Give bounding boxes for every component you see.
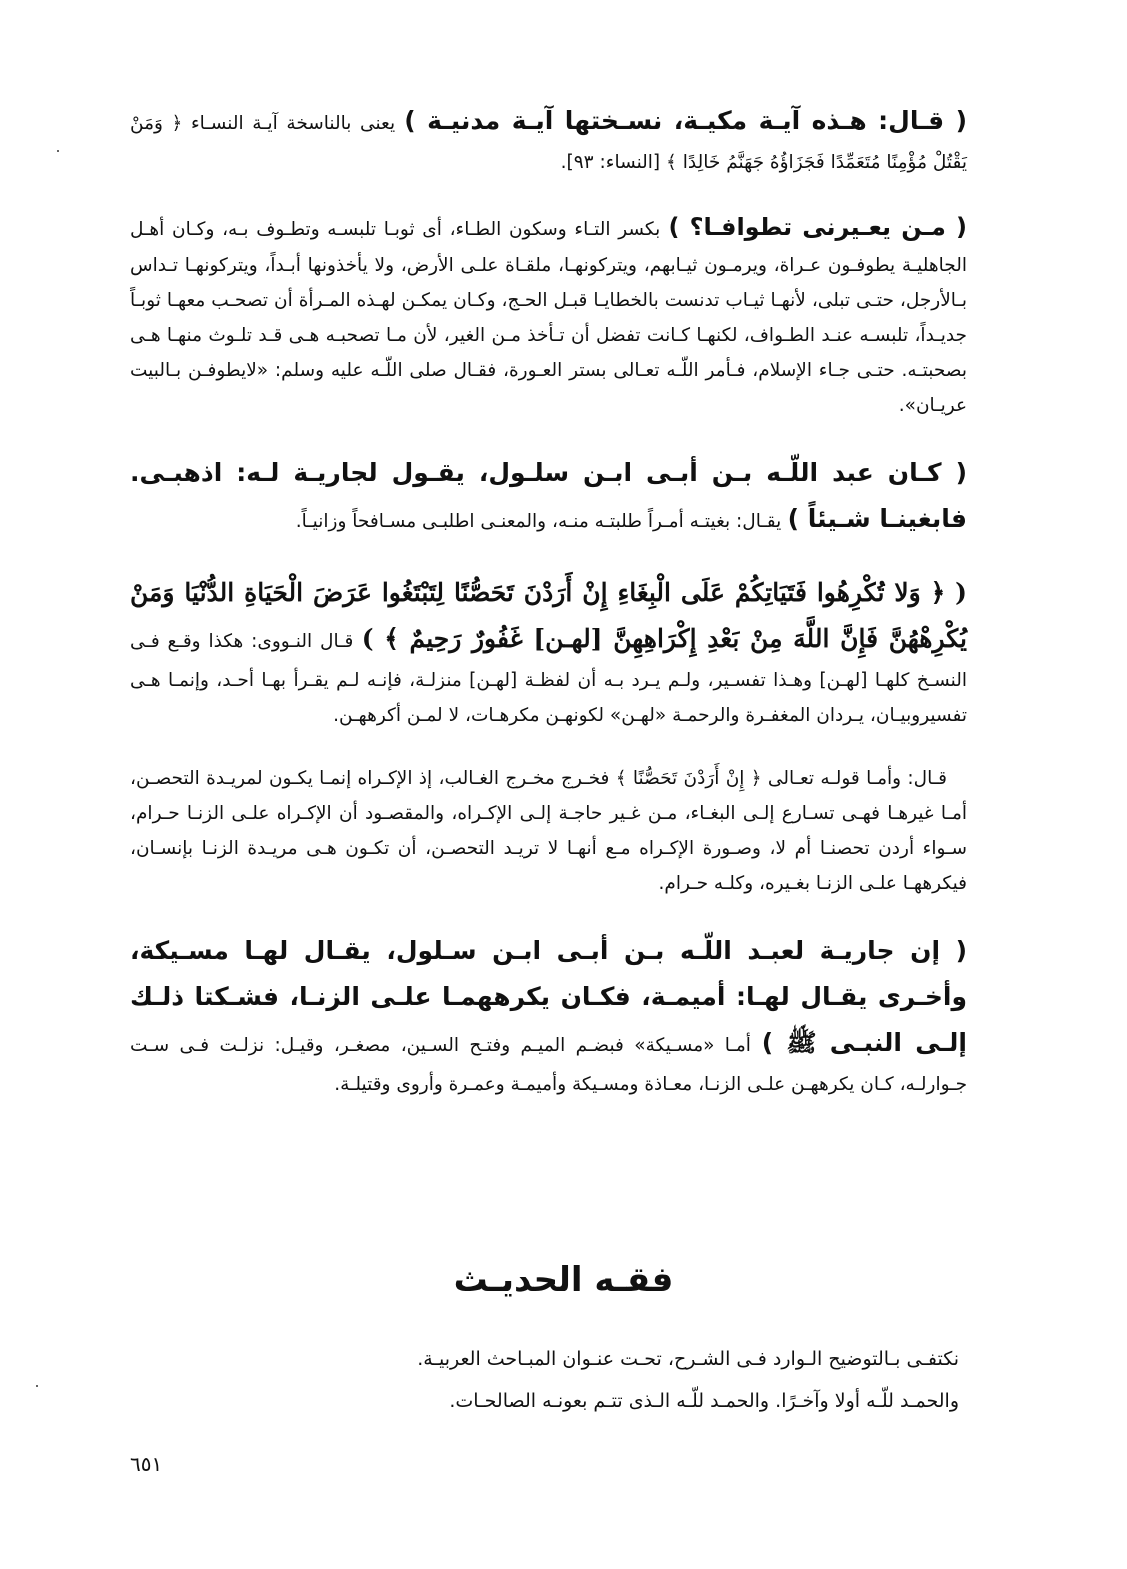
paragraph-text: قـال النـووى: هكذا وقـع فـى النسـخ كلهـا [لهـن] وهـذا تفسـير، ولـم يـرد بـه أن لفظـة [لهـن] منزلـة، فإنـه لـم يقـرأ بهـا أحـد، وإنمـا هـى تفسيروبيـان، يـردان المغفـرة والرحمـة «لهـن» لكونهـن مكرهـات، لا لمـن أكرههـن. xyxy=(130,631,967,726)
scan-speck xyxy=(36,1385,38,1387)
paragraph-text: يعنى بالناسخة آيـة النسـاء ﴿ وَمَنْ يَقْتُلْ مُؤْمِنًا مُتَعَمِّدًا فَجَزَاؤُهُ جَهَنَّمُ خَالِدًا ﴾ [النساء: ٩٣]. xyxy=(130,113,967,173)
paragraph-lead: ( مـن يعـيرنى تطوافـا؟ ) xyxy=(668,213,967,241)
page-number: ٦٥١ xyxy=(130,1452,163,1476)
quran-verse: ( ﴿ وَلا تُكْرِهُوا فَتَيَاتِكُمْ عَلَى الْبِغَاءِ إِنْ أَرَدْنَ تَحَصُّنًا لِتَبْتَغُوا عَرَضَ الْحَيَاةِ الدُّنْيَا وَمَنْ يُكْرِهْهُنَّ فَإِنَّ اللَّهَ مِنْ بَعْدِ إِكْرَاهِهِنَّ [لهـن] غَفُورٌ رَحِيمٌ ﴾ ) xyxy=(130,578,968,653)
closing-text xyxy=(330,1338,959,1422)
paragraph-3 xyxy=(130,450,967,542)
paragraph-text: قـال: وأمـا قولـه تعـالى ﴿ إِنْ أَرَدْنَ تَحَصُّنًا ﴾ فخـرج مخـرج الغـالب، إذ الإكـراه إنمـا يكـون لمريـدة التحصـن، أمـا غيرهـا فهـى تسـارع إلـى البغـاء، مـن غـير حاجـة إلـى الإكـراه، والمقصـود أن الإكـراه علـى الزنـا حـرام، سـواء أردن تحصنـا أم لا، وصـورة الإكـراه مـع أنهـا لا تريـد التحصـن، أن تكـون هـى مريـدة الزنـا بإنسـان، فيكرههـا علـى الزنـا بغـيره، وكلـه حـرام. xyxy=(130,768,967,894)
paragraph-6 xyxy=(130,928,967,1101)
paragraph-lead: ( قـال: هـذه آيـة مكيـة، نسـختها آيـة مدنيـة ) xyxy=(404,106,968,135)
paragraph-text: بكسر التـاء وسكون الطـاء، أى ثوبـا تلبسـه وتطـوف بـه، وكـان أهـل الجاهليـة يطوفـون عـراة، ويرمـون ثيـابهم، ويتركونهـا، ملقـاة علـى الأرض، ولا يأخذونها أبـداً، ويتركونهـا تـداس بـالأرجل، حتـى تبلى، لأنهـا ثيـاب تدنست بالخطايـا قبـل الحـج، وكـان يمكـن لهـذه المـرأة أن تصحـب معهـا ثوبـاً جديـداً، تلبسـه عنـد الطـواف، لكنهـا كـانت تفضل أن تـأخذ مـن الغير، لأن مـا تصحبـه هـى قـد تلـوث منهـا هـى بصحبتـه. حتـى جـاء الإسلام، فـأمر اللّـه تعـالى بستر العـورة، فقـال صلى اللّـه عليه وسلم: «لايطوفـن بـالبيت عريـان». xyxy=(130,219,967,416)
paragraph-5 xyxy=(130,760,967,900)
paragraph-text: أمـا «مسـيكة» فبضـم الميـم وفتـح السـين، مصغـر، وقيـل: نزلـت فـى سـت جـوارلـه، كـان يكرههـن علـى الزنـا، معـاذة ومسـيكة وأميمـة وعمـرة وأروى وقتيلـة. xyxy=(130,1035,967,1095)
paragraph-4 xyxy=(130,570,967,732)
scan-speck xyxy=(57,150,59,152)
paragraph-2 xyxy=(130,207,967,422)
paragraph-text: يقـال: بغيتـه أمـراً طلبتـه منـه، والمعنـى اطلبـى مسـافحاً وزانيـاً. xyxy=(295,511,782,532)
main-text xyxy=(130,98,967,1129)
paragraph-lead: ( إن جاريـة لعبـد اللّـه بـن أبـى ابـن سـلول، يقـال لهـا مسـيكة، وأخـرى يقـال لهـا: أميمـة، فكـان يكرههمـا علـى الزنـا، فشـكتا ذلـك إلـى النبـى ﷺ ) xyxy=(130,936,967,1057)
closing-line: والحمـد للّـه أولا وآخـرًا. والحمـد للّـه الـذى تتـم بعونـه الصالحـات. xyxy=(449,1390,959,1412)
paragraph-lead: ( كـان عبد اللّـه بـن أبـى ابـن سلـول، يقـول لجاريـة لـه: اذهبـى. فابغينـا شـيئاً ) xyxy=(130,458,967,533)
paragraph-1 xyxy=(130,98,967,179)
closing-line: نكتفـى بـالتوضيح الـوارد فـى الشـرح، تحـت عنـوان المبـاحث العربيـة. xyxy=(417,1348,959,1370)
section-heading: فقـه الحديـث xyxy=(453,1260,674,1300)
